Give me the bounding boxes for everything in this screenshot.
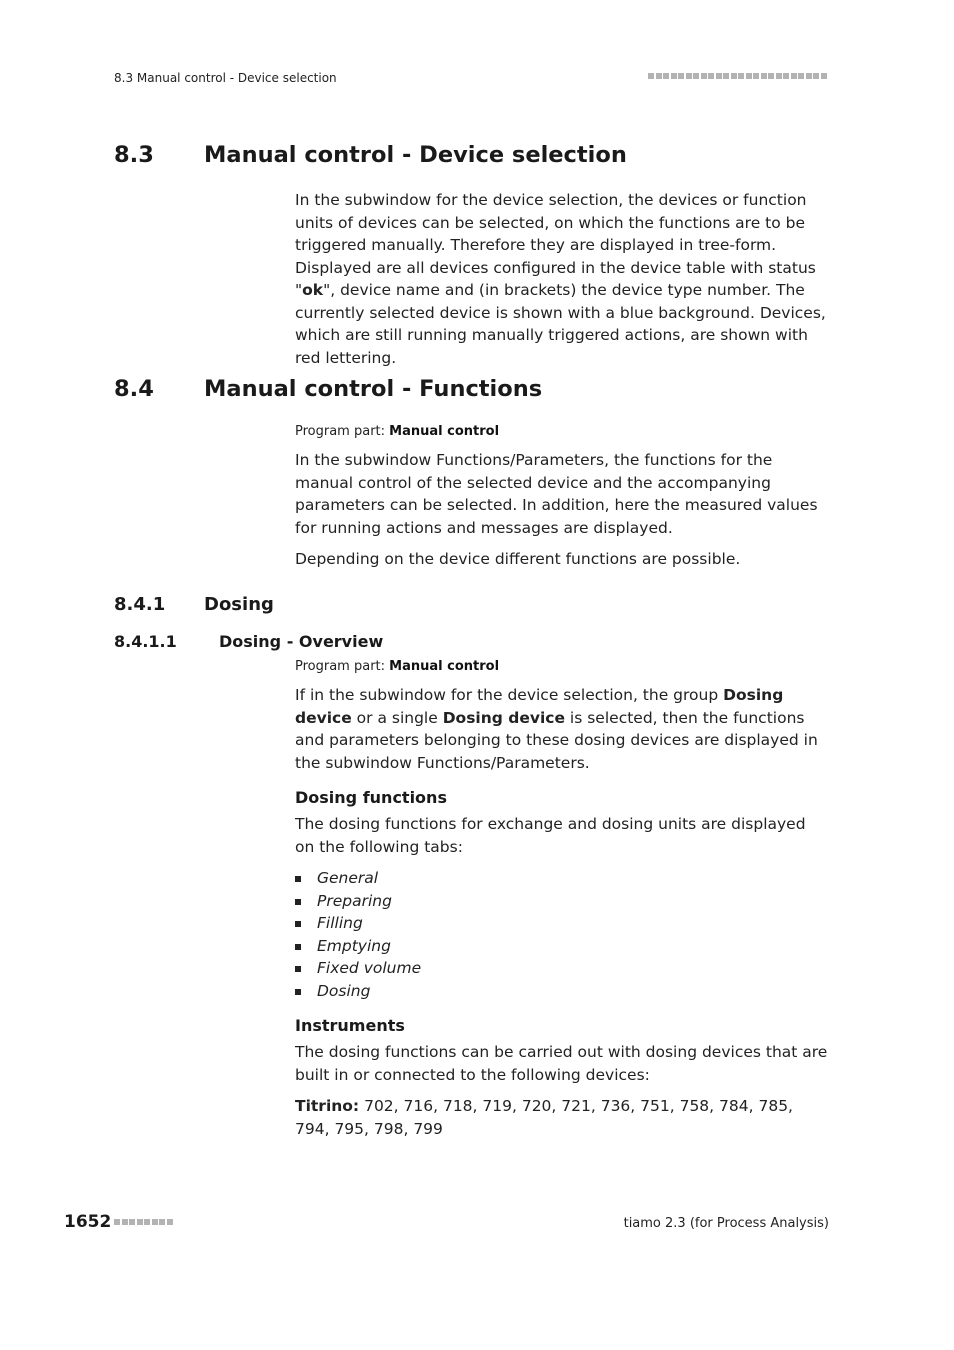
running-header: 8.3 Manual control - Device selection [114, 71, 337, 85]
list-item: Filling [295, 912, 829, 935]
paragraph: In the subwindow Functions/Parameters, the functions for the manual control of the selected device and the accompanying parameters can be selected. In addition, here the measured values for running actions and messages are displayed. [295, 451, 818, 537]
paragraph: Depending on the device different functions are possible. [295, 550, 741, 568]
section-number: 8.4.1.1 [114, 632, 177, 651]
titrino-models: Titrino: 702, 716, 718, 719, 720, 721, 736, 751, 758, 784, 785, 794, 795, 798, 799 [295, 1097, 793, 1138]
paragraph: If in the subwindow for the device selection, the group Dosing device or a single Dosing device is selected, then the functions and parameters belonging to these dosing devices are displayed in the subwindow Functions/Parameters. [295, 686, 818, 772]
list-item: General [295, 867, 829, 890]
section-title: Manual control - Device selection [204, 142, 627, 168]
tab-list [295, 867, 829, 1002]
bullet-icon [295, 876, 301, 882]
bullet-icon [295, 966, 301, 972]
product-name: tiamo 2.3 (for Process Analysis) [623, 1216, 829, 1231]
paragraph: In the subwindow for the device selection, the devices or function units of devices can be selected, on which the functions are to be triggered manually. Therefore they are displayed in tree-form. Displayed are all devices configured in the device table with status "ok", device name and (in brackets) the device type number. The currently selected device is shown with a blue background. Devices, which are still running manually triggered actions, are shown with red lettering. [295, 191, 826, 367]
bullet-icon [295, 921, 301, 927]
list-item: Emptying [295, 935, 829, 958]
section-title: Dosing - Overview [219, 632, 384, 651]
footer-decoration [114, 1219, 174, 1238]
section-number: 8.3 [114, 142, 154, 168]
section-title: Dosing [204, 594, 274, 615]
status-ok: ok [302, 281, 324, 299]
program-part: Program part: Manual control [295, 424, 500, 439]
bullet-icon [295, 944, 301, 950]
paragraph: The dosing functions for exchange and dosing units are displayed on the following tabs: [295, 815, 806, 856]
paragraph: The dosing functions can be carried out with dosing devices that are built in or connected to the following devices: [295, 1043, 828, 1084]
section-title: Manual control - Functions [204, 376, 543, 402]
list-item: Dosing [295, 980, 829, 1003]
bullet-icon [295, 989, 301, 995]
section-number: 8.4.1 [114, 594, 166, 615]
header-decoration [648, 73, 828, 92]
section-number: 8.4 [114, 376, 154, 402]
section-8-4-1-1-body [295, 659, 829, 1140]
program-part: Program part: Manual control [295, 659, 500, 674]
list-item: Preparing [295, 890, 829, 913]
page-number: 1652 [64, 1212, 112, 1232]
section-8-3-body [295, 189, 829, 369]
section-8-4-body [295, 424, 829, 571]
bullet-icon [295, 899, 301, 905]
subheading-instruments: Instruments [295, 1016, 405, 1035]
subheading-dosing-functions: Dosing functions [295, 788, 447, 807]
list-item: Fixed volume [295, 957, 829, 980]
